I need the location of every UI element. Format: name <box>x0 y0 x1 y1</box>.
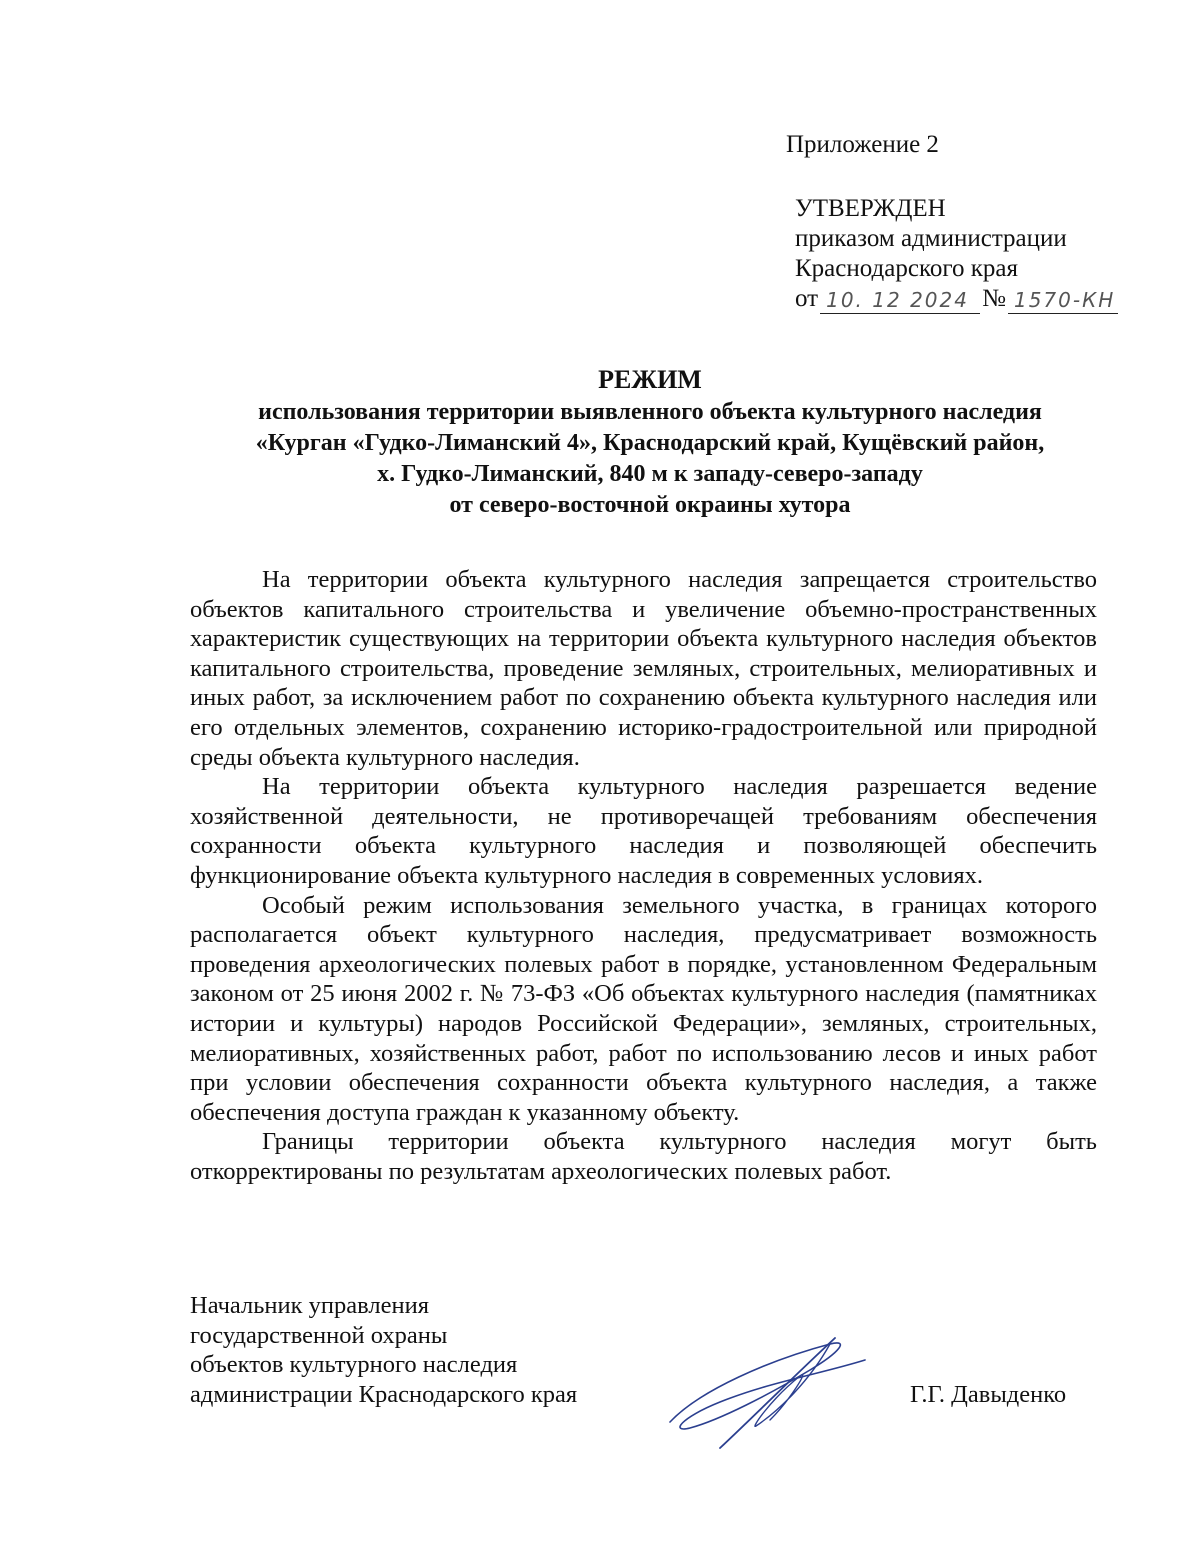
number-field <box>1008 287 1118 314</box>
signatory-position <box>190 1291 577 1409</box>
signatory-line-1: Начальник управления <box>190 1292 429 1319</box>
signatory-line-3: объектов культурного наследия <box>190 1351 518 1379</box>
approved-by-line-2: Краснодарского края <box>795 255 1018 282</box>
document-title: РЕЖИМ <box>598 365 702 394</box>
signatory-line-4: администрации Краснодарского края <box>190 1380 578 1408</box>
document-title-block <box>150 365 1150 521</box>
paragraph-1: На территории объекта культурного наследия запрещается строительство объектов капитального строительства и увеличение объемно-пространственных характеристик существующих на территории объекта культурного наследия объектов капитального строительства, проведение земляных, строительных, мелиоративных и иных работ, за исключением работ по сохранению объекта культурного наследия или его отдельных элементов, сохранению историко-градостроительной или природной среды объекта культурного наследия. <box>190 566 1097 771</box>
handwritten-signature-icon <box>660 1330 880 1450</box>
paragraph-2: На территории объекта культурного наследия разрешается ведение хозяйственной деятельности, не противоречащей требованиям обеспечения сохранности объекта культурного наследия и позволяющей обеспечить функционирование объекта культурного наследия в современных условиях. <box>190 773 1097 889</box>
approval-block <box>795 194 1120 314</box>
appendix-label: Приложение 2 <box>786 131 939 158</box>
paragraph-3: Особый режим использования земельного участка, в границах которого располагается объект культурного наследия, предусматривает возможность проведения археологических полевых работ в порядке, установленном Федеральным законом от 25 июня 2002 г. № 73-ФЗ «Об объектах культурного наследия (памятниках истории и культуры) народов Российской Федерации», земляных, строительных, мелиоративных, хозяйственных работ, работ по использованию лесов и иных работ при условии обеспечения сохранности объекта культурного наследия, а также обеспечения доступа граждан к указанному объекту. <box>190 891 1097 1126</box>
title-line-4: от северо-восточной окраины хутора <box>449 492 851 518</box>
order-date-number-row <box>795 284 1120 314</box>
approved-label: УТВЕРЖДЕН <box>795 195 946 222</box>
approved-by-line-1: приказом администрации <box>795 225 1067 252</box>
date-field <box>820 287 980 314</box>
date-handwritten: 10. 12 2024 <box>826 288 969 312</box>
title-line-1: использования территории выявленного объекта культурного наследия <box>258 399 1042 425</box>
title-line-3: х. Гудко-Лиманский, 840 м к западу-северо-западу <box>377 461 923 487</box>
number-handwritten: 1570-КН <box>1013 288 1116 312</box>
title-line-2: «Курган «Гудко-Лиманский 4», Краснодарский край, Кущёвский район, <box>255 430 1045 456</box>
paragraph-4: Границы территории объекта культурного наследия могут быть откорректированы по результатам археологических полевых работ. <box>190 1128 1097 1185</box>
signatory-name: Г.Г. Давыденко <box>910 1381 1067 1408</box>
document-body <box>190 565 1097 1186</box>
signatory-line-2: государственной охраны <box>190 1321 448 1349</box>
date-prefix: от <box>795 285 819 312</box>
number-prefix: № <box>982 285 1006 312</box>
